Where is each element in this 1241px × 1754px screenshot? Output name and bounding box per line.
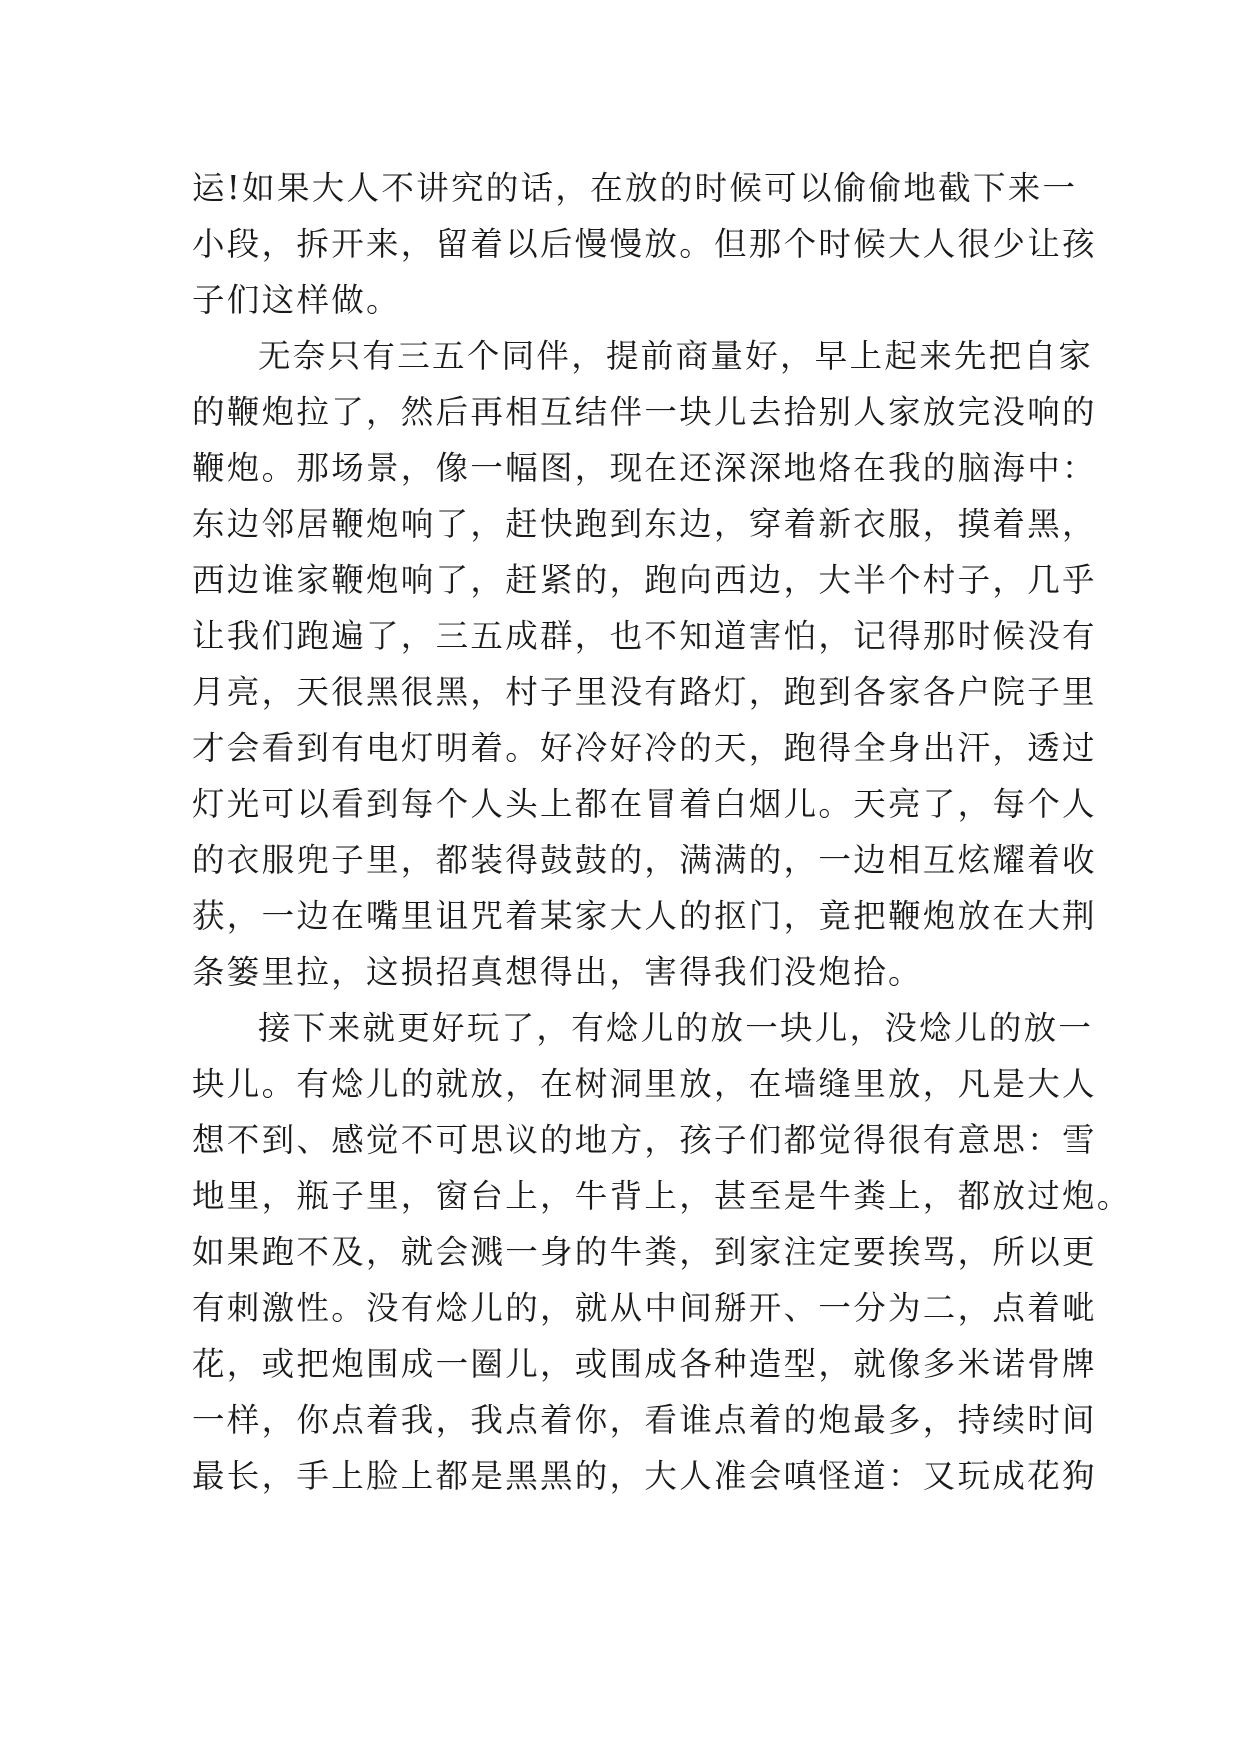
text-line: 子们这样做。: [192, 281, 401, 319]
text-line: 小段，拆开来，留着以后慢慢放。但那个时候大人很少让孩: [192, 225, 1097, 263]
text-line: 东边邻居鞭炮响了，赶快跑到东边，穿着新衣服，摸着黑，: [192, 505, 1097, 543]
text-line: 一样，你点着我，我点着你，看谁点着的炮最多，持续时间: [192, 1401, 1097, 1439]
text-line: 运!如果大人不讲究的话，在放的时候可以偷偷地截下来一: [192, 169, 1078, 207]
text-line: 如果跑不及，就会溅一身的牛粪，到家注定要挨骂，所以更: [192, 1233, 1097, 1271]
text-line: 让我们跑遍了，三五成群，也不知道害怕，记得那时候没有: [192, 617, 1097, 655]
body-text: [192, 160, 1132, 1504]
text-line: 获，一边在嘴里诅咒着某家大人的抠门，竟把鞭炮放在大荆: [192, 897, 1097, 935]
text-line: 无奈只有三五个同伴，提前商量好，早上起来先把自家: [258, 337, 1094, 375]
text-line: 最长，手上脸上都是黑黑的，大人准会嗔怪道：又玩成花狗: [192, 1457, 1097, 1495]
text-line: 灯光可以看到每个人头上都在冒着白烟儿。天亮了，每个人: [192, 785, 1097, 823]
text-line: 花，或把炮围成一圈儿，或围成各种造型，就像多米诺骨牌: [192, 1345, 1097, 1383]
text-line: 接下来就更好玩了，有焾儿的放一块儿，没焾儿的放一: [258, 1009, 1094, 1047]
text-line: 想不到、感觉不可思议的地方，孩子们都觉得很有意思：雪: [192, 1121, 1097, 1159]
text-line: 西边谁家鞭炮响了，赶紧的，跑向西边，大半个村子，几乎: [192, 561, 1097, 599]
text-line: 地里，瓶子里，窗台上，牛背上，甚至是牛粪上，都放过炮。: [192, 1177, 1132, 1215]
text-line: 块儿。有焾儿的就放，在树洞里放，在墙缝里放，凡是大人: [192, 1065, 1097, 1103]
text-line: 月亮，天很黑很黑，村子里没有路灯，跑到各家各户院子里: [192, 673, 1097, 711]
text-line: 的鞭炮拉了，然后再相互结伴一块儿去拾别人家放完没响的: [192, 393, 1097, 431]
text-line: 鞭炮。那场景，像一幅图，现在还深深地烙在我的脑海中：: [192, 449, 1097, 487]
text-line: 有刺激性。没有焾儿的，就从中间掰开、一分为二，点着呲: [192, 1289, 1097, 1327]
text-line: 条篓里拉，这损招真想得出，害得我们没炮拾。: [192, 953, 923, 991]
text-line: 的衣服兜子里，都装得鼓鼓的，满满的，一边相互炫耀着收: [192, 841, 1097, 879]
text-line: 才会看到有电灯明着。好冷好冷的天，跑得全身出汗，透过: [192, 729, 1097, 767]
